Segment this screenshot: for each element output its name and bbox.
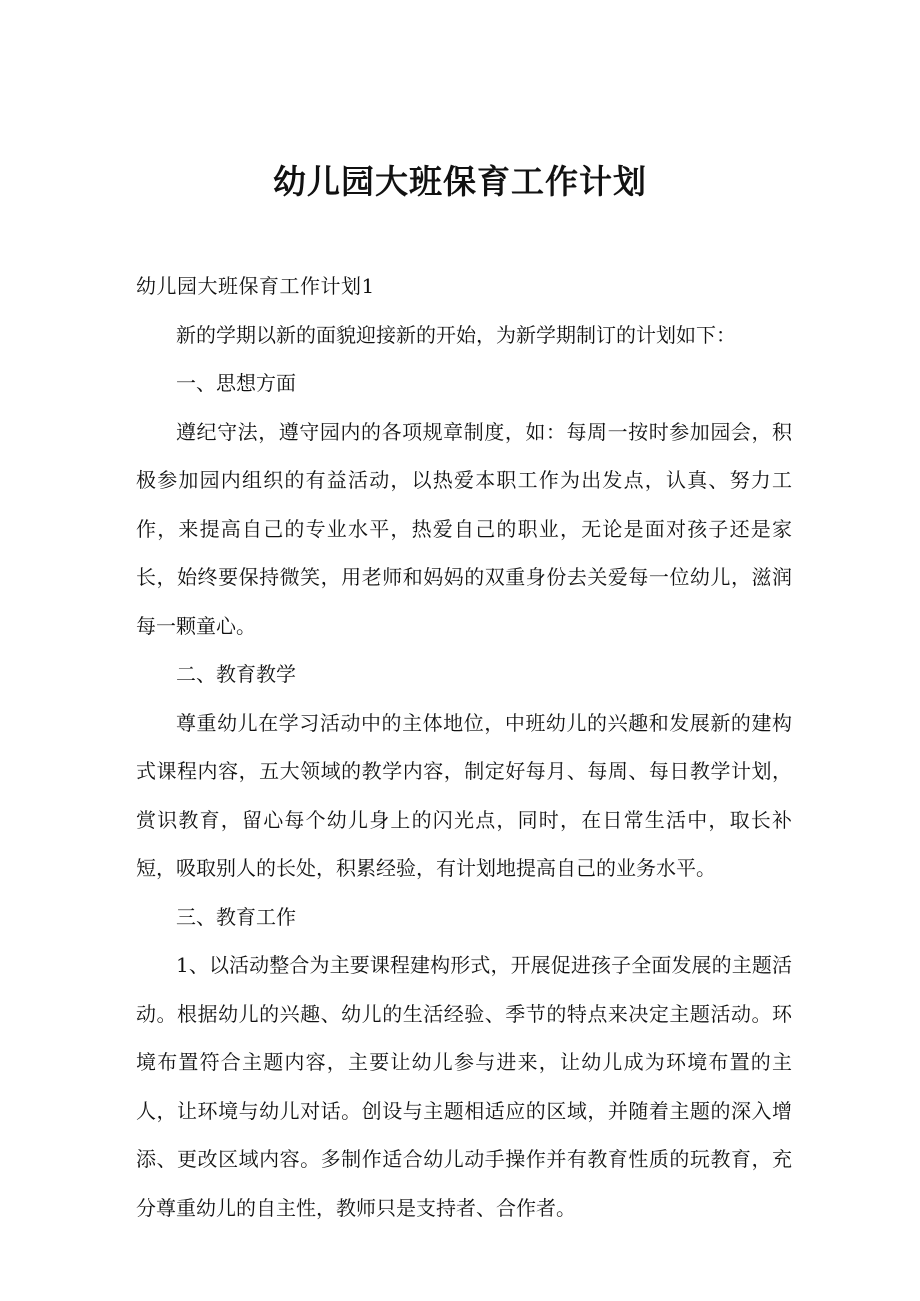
section-heading-education-work: 三、教育工作 bbox=[176, 904, 296, 929]
intro-paragraph: 新的学期以新的面貌迎接新的开始，为新学期制订的计划如下： bbox=[176, 322, 736, 347]
paragraph-education-work: 1、以活动整合为主要课程建构形式，开展促进孩子全面发展的主题活动。根据幼儿的兴趣、幼儿的生活经验、季节的特点来决定主题活动。环境布置符合主题内容，主要让幼儿参与进来，让幼儿成为环境布置的主人，让环境与幼儿对话。创设与主题相适应的区域，并随着主题的深入增添、更改区域内容。多制作适合幼儿动手操作并有教育性质的玩教育，充分尊重幼儿的自主性，教师只是支持者、合作者。 bbox=[136, 953, 792, 1220]
section-heading-thought: 一、思想方面 bbox=[176, 371, 296, 395]
document-title: 幼儿园大班保育工作计划 bbox=[273, 162, 647, 201]
document-body bbox=[136, 262, 792, 1232]
paragraph-thought: 遵纪守法，遵守园内的各项规章制度，如：每周一按时参加园会，积极参加园内组织的有益活动，以热爱本职工作为出发点，认真、努力工作，来提高自己的专业水平，热爱自己的职业，无论是面对孩子还是家长，始终要保持微笑，用老师和妈妈的双重身份去关爱每一位幼儿，滋润每一颗童心。 bbox=[136, 419, 792, 638]
section-heading-teaching: 二、教育教学 bbox=[176, 662, 296, 686]
section-subtitle: 幼儿园大班保育工作计划1 bbox=[136, 274, 375, 298]
paragraph-teaching: 尊重幼儿在学习活动中的主体地位，中班幼儿的兴趣和发展新的建构式课程内容，五大领域的教学内容，制定好每月、每周、每日教学计划，赏识教育，留心每个幼儿身上的闪光点，同时，在日常生活中，取长补短，吸取别人的长处，积累经验，有计划地提高自己的业务水平。 bbox=[136, 710, 792, 880]
